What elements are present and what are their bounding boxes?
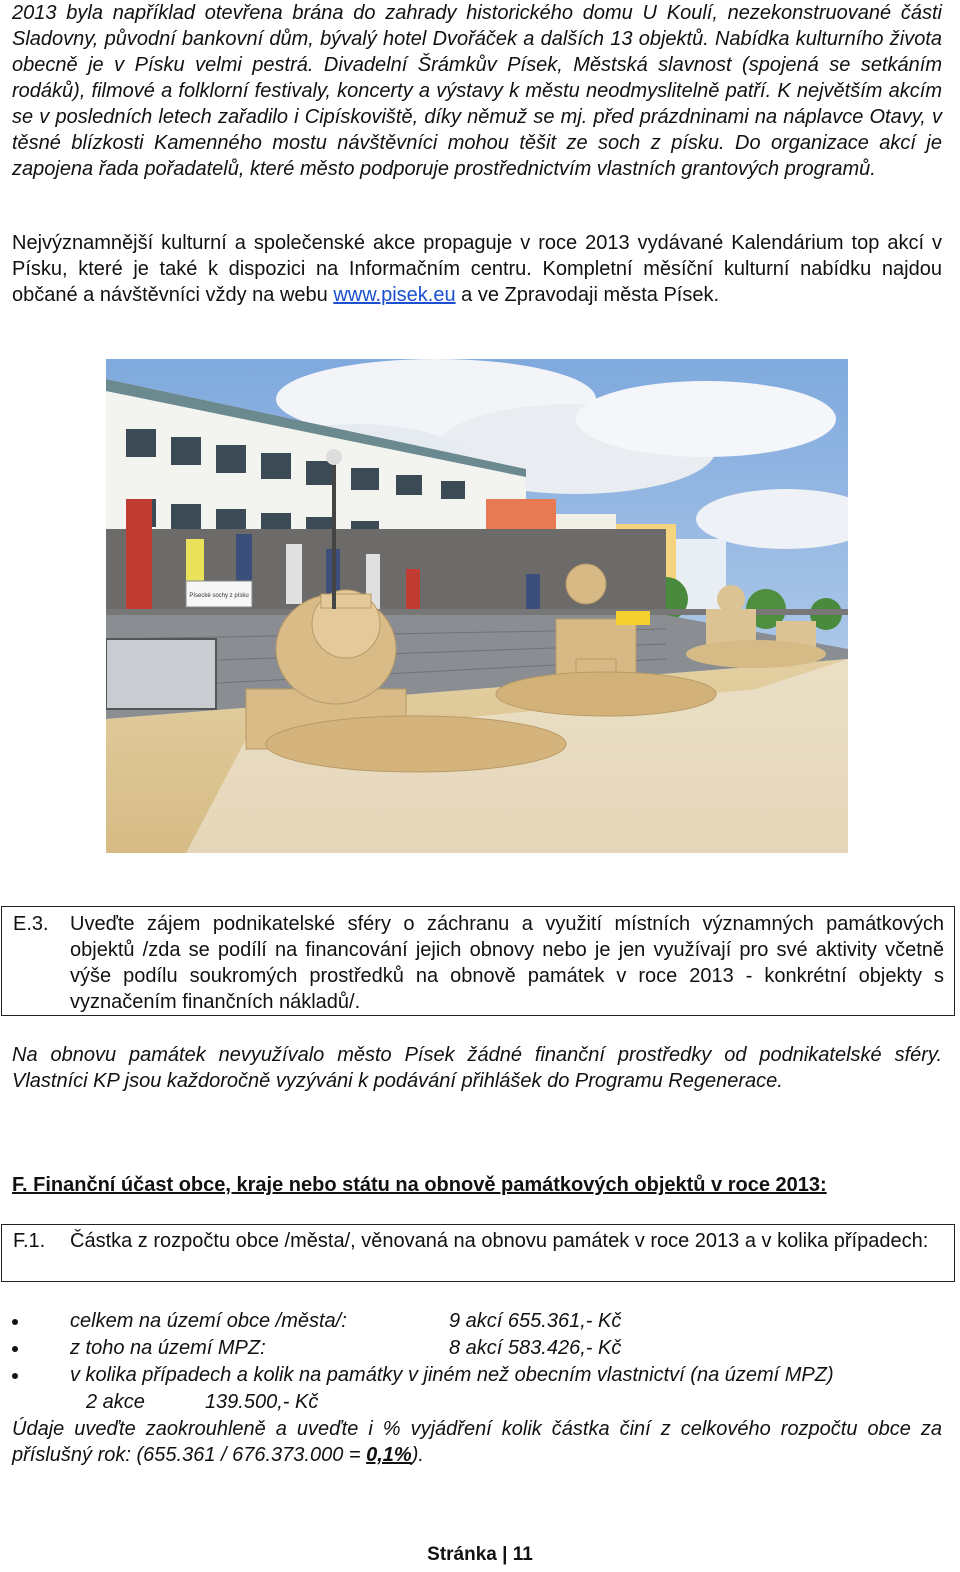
footer-label: Stránka (427, 1544, 497, 1565)
bullet-value: 8 akcí 583.426,- Kč (449, 1337, 622, 1359)
intro-paragraph (12, 0, 942, 182)
bullet-sub-count: 2 akce (86, 1391, 145, 1413)
bullet-value: 9 akcí 655.361,- Kč (449, 1310, 622, 1332)
question-e3-number: E.3. (13, 913, 49, 935)
budget-list (0, 1308, 945, 1416)
bullet-text: v kolika případech a kolik na památky v jiném než obecním vlastnictví (na území MPZ) (70, 1364, 834, 1386)
banner-text: Písecké sochy z písku (189, 593, 249, 599)
page-footer (0, 1544, 960, 1566)
intro-text-1: 2013 byla například otevřena brána do zahrady historického domu U Koulí, nezekonstruované části Sladovny, původní bankovní dům, bývalý hotel Dvořáček a dalších 13 objektů. Nabídka kulturního života obecně je v Písku velmi pestrá. (12, 2, 942, 76)
note-text-end: ). (411, 1444, 424, 1466)
promo-text: Nejvýznamnější kulturní a společenské akce propaguje v roce 2013 vydávané Kalendárium top akcí v Písku, které je také k dispozici na Informačním centru. Kompletní měsíční kulturní nabídku najdou občané a návštěvníci vždy na webu (12, 232, 942, 306)
question-e3-text: Uveďte zájem podnikatelské sféry o záchranu a využití místních významných památkových objektů /zda se podílí na financování jejich obnovy nebo je jen využívají pro své aktivity včetně výše podílu soukromých prostředků na obnově památek v roce 2013 - konkrétní objekty s vyznačením finančních nákladů/. (70, 913, 944, 1013)
promo-paragraph (12, 230, 942, 308)
answer-e3: Na obnovu památek nevyužívalo město Písek žádné finanční prostředky od podnikatelské sféry. Vlastníci KP jsou každoročně vyzýváni k podávání přihlášek do Programu Regenerace. (12, 1044, 942, 1092)
question-f1-number: F.1. (13, 1230, 46, 1252)
note-text: Údaje uveďte zaokrouhleně a uveďte i % vyjádření kolik částka činí z celkového rozpočtu obce za příslušný rok: (655.361 / 676.373.000 = (12, 1418, 942, 1466)
bullet-sub-amount: 139.500,- Kč (204, 1391, 319, 1413)
percentage-note (12, 1416, 942, 1468)
bullet-icon (12, 1373, 18, 1379)
bullet-icon (12, 1319, 18, 1325)
sand-sculptures-photo (106, 359, 848, 853)
footer-separator: | (502, 1544, 508, 1565)
bullet-label: celkem na území obce /města/: (70, 1310, 347, 1332)
pisek-web-link[interactable]: www.pisek.eu (333, 284, 456, 306)
list-item (0, 1362, 945, 1416)
promo-text-end: a ve Zpravodaji města Písek. (455, 284, 720, 306)
bullet-label: z toho na území MPZ: (70, 1337, 266, 1359)
section-f-heading: F. Finanční účast obce, kraje nebo státu na obnově památkových objektů v roce 2013: (12, 1174, 827, 1196)
question-e3-box (1, 906, 955, 1016)
bullet-icon (12, 1346, 18, 1352)
question-f1-text: Částka z rozpočtu obce /města/, věnovaná na obnovu památek v roce 2013 a v kolika případech: (70, 1230, 929, 1252)
footer-page-number: 11 (512, 1544, 533, 1565)
list-item (0, 1308, 945, 1335)
intro-text-3: Do organizace akcí je zapojena řada pořadatelů, které město podporuje prostřednictvím vlastních grantových programů. (12, 132, 942, 180)
note-percent: 0,1% (366, 1444, 412, 1466)
question-f1-box (1, 1224, 955, 1282)
bullet-sub (86, 1389, 945, 1416)
list-item (0, 1335, 945, 1362)
intro-text-2: Divadelní Šrámkův Písek, Městská slavnost (spojená se setkáním rodáků), filmové a folklorní festivaly, koncerty a výstavy k městu neodmyslitelně patří. K největším akcím se v posledních letech zařadilo i Cipískoviště, díky němuž se mj. před prázdninami na náplavce Otavy, v těsné blízkosti Kamenného mostu návštěvníci mohou těšit ze soch z písku. (12, 54, 942, 154)
